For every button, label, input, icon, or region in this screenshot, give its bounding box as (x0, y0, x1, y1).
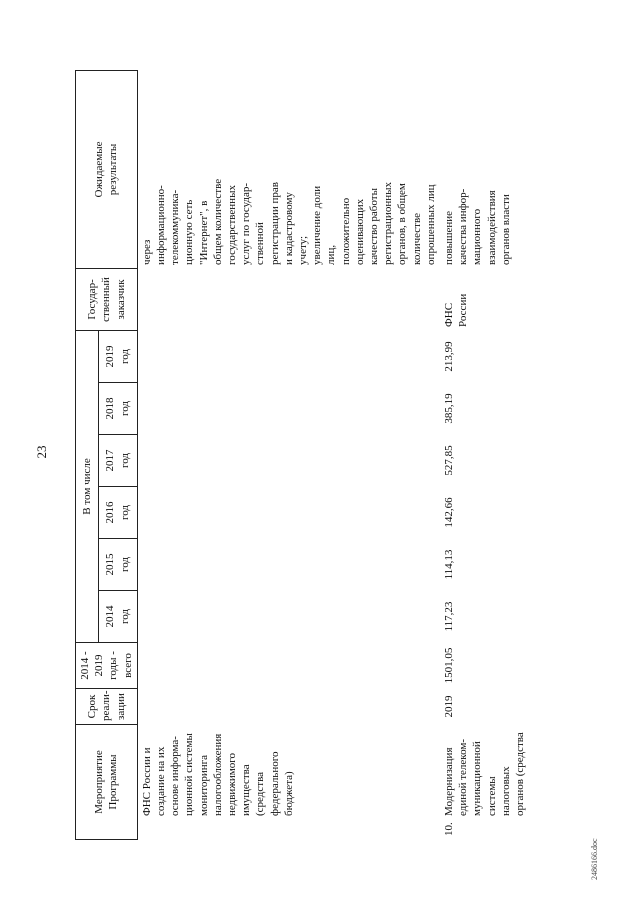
row-results: через информационно- телекоммуника- ционную сеть "Интернет", в общем количестве государственных услуг по государ- ственной регистрации прав и кадастровому учету; увеличение доли лиц, положительно оценивающих качество работы регистрационных органов, в общем количестве опрошенных лиц (140, 178, 437, 265)
row-total: 1501,05 (443, 647, 456, 684)
row-number (137, 820, 440, 840)
program-table-container (75, 70, 565, 840)
row-year-2016 (137, 487, 440, 539)
row-term (137, 689, 440, 725)
row-year-2019: 213,99 (443, 341, 456, 372)
row-year-2019 (137, 330, 440, 382)
row-customer: ФНС России (443, 293, 470, 327)
header-term: Срок реали- зации (76, 689, 138, 725)
row-year-2015: 114,13 (443, 549, 456, 580)
program-table (75, 70, 529, 840)
row-year-2014 (137, 591, 440, 643)
row-event: Модернизация единой телеком- муникационной системы налоговых органов (средства (443, 732, 527, 816)
row-number: 10. (443, 822, 456, 836)
header-year-2014: 2014 год (98, 591, 137, 643)
header-including: В том числе (76, 330, 99, 642)
row-year-2017 (137, 435, 440, 487)
row-year-2017: 527,85 (443, 445, 456, 476)
row-event: ФНС России и создание на их основе информа- ционной системы мониторинга налогообложения недвижимого имущества (средства федерального бюджета) (140, 733, 295, 816)
row-results: повышение качества инфор- мационного взаимодействия органов власти (443, 188, 512, 265)
row-customer (137, 268, 440, 330)
header-year-2017: 2017 год (98, 435, 137, 487)
table-row (137, 71, 440, 840)
header-event: Мероприятие Программы (76, 725, 138, 840)
header-year-2016: 2016 год (98, 487, 137, 539)
header-year-2018: 2018 год (98, 383, 137, 435)
header-year-2015: 2015 год (98, 539, 137, 591)
row-year-2018: 385,19 (443, 393, 456, 424)
row-term: 2019 (443, 695, 456, 718)
document-id: 2486166.doc (590, 838, 599, 880)
table-row (440, 71, 529, 840)
header-year-2019: 2019 год (98, 330, 137, 382)
header-total: 2014 - 2019 годы - всего (76, 643, 138, 689)
row-year-2014: 117,23 (443, 601, 456, 632)
header-customer: Государ- ственный заказчик (76, 268, 138, 330)
row-year-2015 (137, 539, 440, 591)
header-results: Ожидаемые результаты (76, 71, 138, 269)
row-year-2018 (137, 383, 440, 435)
row-year-2016: 142,66 (443, 497, 456, 528)
row-total (137, 643, 440, 689)
page-number: 23 (34, 445, 49, 459)
